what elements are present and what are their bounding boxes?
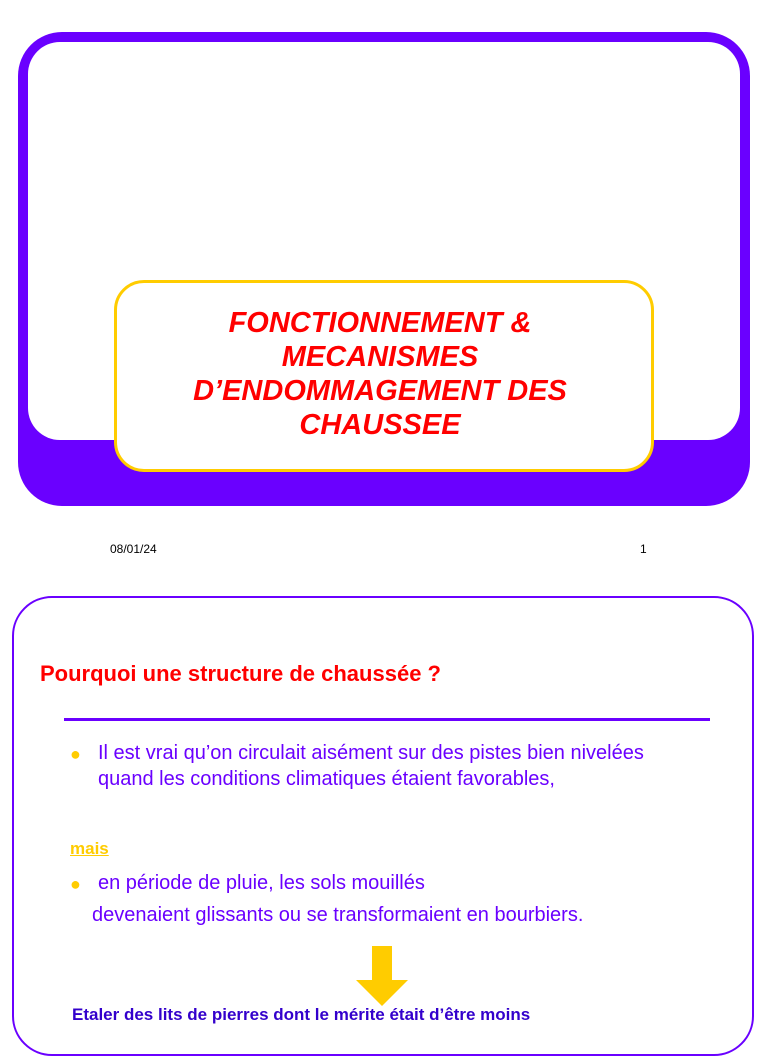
mais-label: mais (70, 839, 109, 858)
bullet-text-1: Il est vrai qu’on circulait aisément sur des pistes bien nivelées quand les conditions climatiques étaient favorables, (98, 742, 644, 790)
bullet-dot-icon: ● (70, 744, 81, 764)
bullet-text-2-continued: devenaient glissants ou se transformaient en bourbiers. (92, 904, 584, 926)
slide-number: 1 (640, 542, 647, 556)
slide2-title: Pourquoi une structure de chaussée ? (40, 661, 441, 686)
bullet-dot-icon: ● (70, 874, 81, 894)
slide-date: 08/01/24 (110, 542, 157, 556)
title-divider (64, 718, 710, 721)
bullet-text-2: en période de pluie, les sols mouillés (98, 872, 425, 894)
down-arrow-icon (356, 946, 408, 1006)
slide1-title: FONCTIONNEMENT & MECANISMES D’ENDOMMAGEMENT DES CHAUSSEE (193, 307, 567, 441)
conclusion-text: Etaler des lits de pierres dont le mérite était d’être moins (72, 1005, 531, 1024)
